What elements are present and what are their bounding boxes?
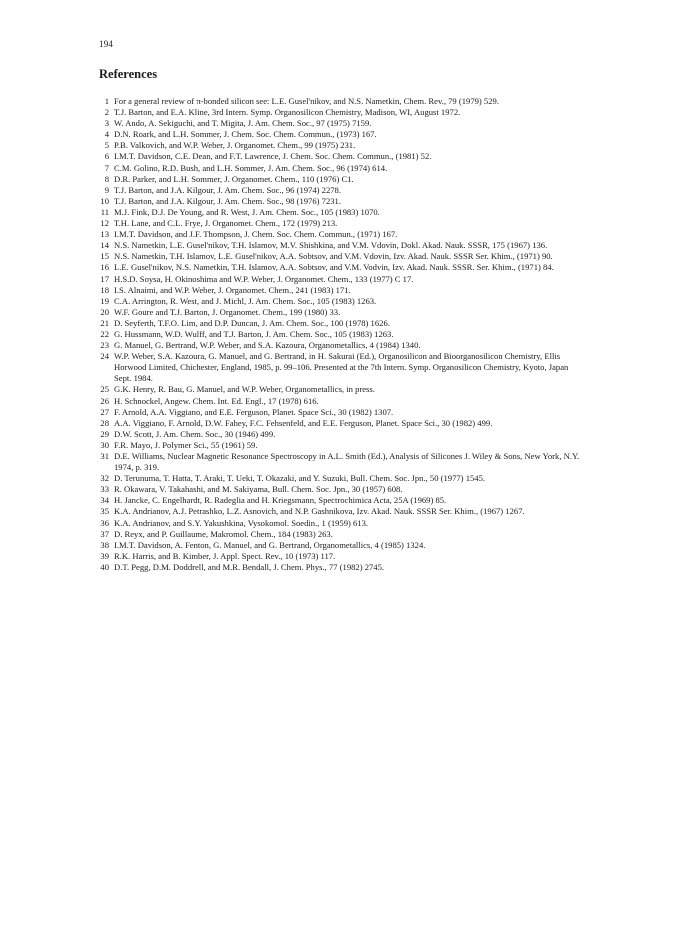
page-number: 194	[99, 39, 114, 49]
reference-number: 38	[100, 539, 109, 550]
reference-number: 15	[100, 251, 109, 262]
reference-number: 30	[100, 439, 109, 450]
reference-item	[99, 562, 585, 573]
reference-text: I.M.T. Davidson, and J.F. Thompson, J. Chem. Soc. Chem. Commun., (1971) 167.	[114, 229, 398, 240]
reference-number: 12	[100, 218, 109, 229]
reference-item	[99, 218, 585, 229]
reference-list	[99, 96, 585, 573]
reference-number: 9	[104, 184, 109, 195]
reference-text: H.S.D. Soysa, H. Okinoshima and W.P. Weber, J. Organomet. Chem., 133 (1977) C 17.	[114, 273, 414, 284]
reference-number: 31	[100, 451, 109, 461]
reference-item	[99, 329, 585, 340]
reference-text: I.S. Alnaimi, and W.P. Weber, J. Organomet. Chem., 241 (1983) 171.	[114, 284, 351, 295]
reference-number: 18	[100, 284, 109, 295]
reference-text: K.A. Andrianov, and S.Y. Yakushkina, Vysokomol. Soedin., 1 (1959) 613.	[114, 517, 369, 528]
reference-number: 39	[100, 550, 109, 561]
reference-item	[99, 118, 585, 129]
reference-number: 1	[104, 96, 109, 106]
reference-item	[99, 506, 585, 517]
reference-number: 22	[100, 328, 109, 339]
reference-number: 5	[104, 140, 109, 151]
reference-number: 26	[100, 395, 109, 406]
reference-text: F.R. Mayo, J. Polymer Sci., 55 (1961) 59.	[114, 439, 258, 450]
reference-number: 20	[100, 306, 109, 317]
reference-text: I.M.T. Davidson, C.E. Dean, and F.T. Lawrence, J. Chem. Soc. Chem. Commun., (1981) 52.	[114, 151, 432, 162]
reference-item	[99, 540, 585, 551]
reference-number: 11	[100, 206, 109, 217]
reference-item	[99, 495, 585, 506]
reference-text: H. Schnockel, Angew. Chem. Int. Ed. Engl., 17 (1978) 616.	[114, 395, 319, 406]
reference-item	[99, 340, 585, 351]
reference-item	[99, 407, 585, 418]
reference-item	[99, 318, 585, 329]
reference-item	[99, 484, 585, 495]
reference-item	[99, 129, 585, 140]
reference-text: T.H. Lane, and C.L. Frye, J. Organomet. Chem., 172 (1979) 213.	[114, 218, 338, 229]
reference-number: 23	[100, 340, 109, 351]
reference-text: L.E. Gusel'nikov, N.S. Nametkin, T.H. Islamov, A.A. Sobtsov, and V.M. Vodvin, Izv. Akad. Nauk. SSSR. Ser. Khim., (1971) 84.	[114, 262, 554, 273]
reference-text: H. Jancke, C. Engelhardt, R. Radeglia and H. Kriegsmann, Spectrochimica Acta, 25A (1969) 85.	[114, 495, 447, 506]
reference-text: D.R. Parker, and L.H. Sommer, J. Organomet. Chem., 110 (1976) C1.	[114, 173, 354, 184]
reference-item	[99, 351, 585, 384]
reference-item	[99, 107, 585, 118]
reference-item	[99, 396, 585, 407]
reference-number: 24	[100, 351, 109, 362]
reference-item	[99, 174, 585, 185]
reference-text: G.K. Henry, R. Bau, G. Manuel, and W.P. Weber, Organometallics, in press.	[114, 384, 375, 395]
reference-number: 34	[100, 495, 109, 506]
reference-number: 8	[104, 173, 109, 184]
reference-item	[99, 262, 585, 273]
reference-item	[99, 163, 585, 174]
reference-number: 17	[100, 273, 109, 284]
reference-number: 25	[100, 384, 109, 395]
reference-item	[99, 251, 585, 262]
reference-item	[99, 529, 585, 540]
reference-item	[99, 229, 585, 240]
reference-item	[99, 196, 585, 207]
reference-item	[99, 451, 585, 473]
reference-number: 2	[104, 107, 109, 118]
reference-number: 36	[100, 517, 109, 528]
reference-text: G. Manuel, G. Bertrand, W.P. Weber, and S.A. Kazoura, Organometallics, 4 (1984) 1340.	[114, 340, 421, 351]
reference-text: D. Seyferth, T.F.O. Lim, and D.P. Duncan, J. Am. Chem. Soc., 100 (1978) 1626.	[114, 317, 390, 328]
reference-text: D.E. Williams, Nuclear Magnetic Resonance Spectroscopy in A.L. Smith (Ed.), Analysis of Silicones J. Wiley & Sons, New York, N.Y. 1974, p. 319.	[114, 451, 580, 473]
reference-item	[99, 307, 585, 318]
reference-text: R.K. Harris, and B. Kimber, J. Appl. Spect. Rev., 10 (1973) 117.	[114, 550, 336, 561]
reference-number: 28	[100, 417, 109, 428]
reference-item	[99, 151, 585, 162]
reference-text: R. Okawara, V. Takahashi, and M. Sakiyama, Bull. Chem. Soc. Jpn., 30 (1957) 608.	[114, 484, 403, 495]
reference-text: P.B. Valkovich, and W.P. Weber, J. Organomet. Chem., 99 (1975) 231.	[114, 140, 356, 151]
reference-item	[99, 296, 585, 307]
reference-number: 4	[104, 129, 109, 140]
reference-text: D.N. Roark, and L.H. Sommer, J. Chem. Soc. Chem. Commun., (1973) 167.	[114, 129, 377, 140]
reference-text: F. Arnold, A.A. Viggiano, and E.E. Ferguson, Planet. Space Sci., 30 (1982) 1307.	[114, 406, 394, 417]
reference-text: W.F. Goure and T.J. Barton, J. Organomet. Chem., 199 (1980) 33.	[114, 306, 341, 317]
reference-number: 21	[100, 317, 109, 328]
reference-number: 3	[104, 118, 109, 129]
reference-text: For a general review of π-bonded silicon see: L.E. Gusel'nikov, and N.S. Nametkin, Chem. Rev., 79 (1979) 529.	[114, 96, 499, 106]
reference-text: D. Terunuma, T. Hatta, T. Araki, T. Ueki, T. Okazaki, and Y. Suzuki, Bull. Chem. Soc. Jpn., 50 (1977) 1545.	[114, 473, 486, 484]
reference-text: W. Ando, A. Sekiguchi, and T. Migita, J. Am. Chem. Soc., 97 (1975) 7159.	[114, 118, 372, 129]
reference-number: 19	[100, 295, 109, 306]
reference-item	[99, 429, 585, 440]
reference-text: W.P. Weber, S.A. Kazoura, G. Manuel, and G. Bertrand, in H. Sakurai (Ed.), Organosilicon and Bioorganosilicon Chemistry, Ellis Horwood Limited, Chichester, England, 1985, p. 99–106. Presented at the 7th Intern. Symp. Organosilicon Chemistry, Kyoto, Japan Sept. 1984.	[114, 351, 569, 384]
reference-text: K.A. Andrianov, A.J. Petrashko, L.Z. Asnovich, and N.P. Gashnikova, Izv. Akad. Nauk. SSSR Ser. Khim., (1967) 1267.	[114, 506, 525, 517]
section-title: References	[99, 67, 158, 81]
reference-text: N.S. Nametkin, L.E. Gusel'nikov, T.H. Islamov, M.V. Shishkina, and V.M. Vdovin, Dokl. Akad. Nauk. SSSR, 175 (1967) 136.	[114, 240, 548, 251]
reference-number: 35	[100, 506, 109, 517]
reference-text: D. Reyx, and P. Guillaume, Makromol. Chem., 184 (1983) 263.	[114, 528, 333, 539]
reference-number: 14	[100, 240, 109, 251]
reference-text: A.A. Viggiano, F. Arnold, D.W. Fahey, F.C. Fehsenfeld, and E.E. Ferguson, Planet. Space Sci., 30 (1982) 499.	[114, 417, 493, 428]
reference-item	[99, 207, 585, 218]
reference-text: D.W. Scott, J. Am. Chem. Soc., 30 (1946) 499.	[114, 428, 276, 439]
reference-item	[99, 384, 585, 395]
reference-number: 40	[100, 561, 109, 572]
reference-text: M.J. Fink, D.J. De Young, and R. West, J. Am. Chem. Soc., 105 (1983) 1070.	[114, 206, 380, 217]
reference-item	[99, 551, 585, 562]
reference-item	[99, 440, 585, 451]
reference-text: N.S. Nametkin, T.H. Islamov, L.E. Gusel'nikov, A.A. Sobtsov, and V.M. Vdovin, Izv. Akad. Nauk. SSSR Ser. Khim., (1971) 90.	[114, 251, 553, 262]
reference-number: 32	[100, 473, 109, 484]
reference-item	[99, 240, 585, 251]
reference-number: 33	[100, 484, 109, 495]
reference-number: 13	[100, 229, 109, 240]
reference-item	[99, 418, 585, 429]
reference-item	[99, 473, 585, 484]
reference-text: D.T. Pegg, D.M. Doddrell, and M.R. Bendall, J. Chem. Phys., 77 (1982) 2745.	[114, 561, 385, 572]
reference-text: T.J. Barton, and J.A. Kilgour, J. Am. Chem. Soc., 96 (1974) 2278.	[114, 184, 341, 195]
reference-text: G. Hussmann, W.D. Wulff, and T.J. Barton, J. Am. Chem. Soc., 105 (1983) 1263.	[114, 328, 394, 339]
reference-item	[99, 185, 585, 196]
reference-text: C.M. Golino, R.D. Bush, and L.H. Sommer, J. Am. Chem. Soc., 96 (1974) 614.	[114, 162, 388, 173]
reference-number: 29	[100, 428, 109, 439]
reference-item	[99, 285, 585, 296]
reference-item	[99, 96, 585, 107]
reference-item	[99, 140, 585, 151]
reference-text: T.J. Barton, and J.A. Kilgour, J. Am. Chem. Soc., 98 (1976) 7231.	[114, 195, 341, 206]
reference-text: C.A. Arrington, R. West, and J. Michl, J. Am. Chem. Soc., 105 (1983) 1263.	[114, 295, 377, 306]
reference-number: 6	[104, 151, 109, 162]
reference-number: 7	[104, 162, 109, 173]
reference-number: 27	[100, 406, 109, 417]
reference-item	[99, 274, 585, 285]
reference-item	[99, 518, 585, 529]
reference-text: I.M.T. Davidson, A. Fenton, G. Manuel, and G. Bertrand, Organometallics, 4 (1985) 1324.	[114, 539, 426, 550]
reference-number: 37	[100, 528, 109, 539]
reference-number: 16	[100, 262, 109, 273]
reference-text: T.J. Barton, and E.A. Kline, 3rd Intern. Symp. Organosilicon Chemistry, Madison, WI, August 1972.	[114, 107, 461, 118]
reference-number: 10	[100, 195, 109, 206]
